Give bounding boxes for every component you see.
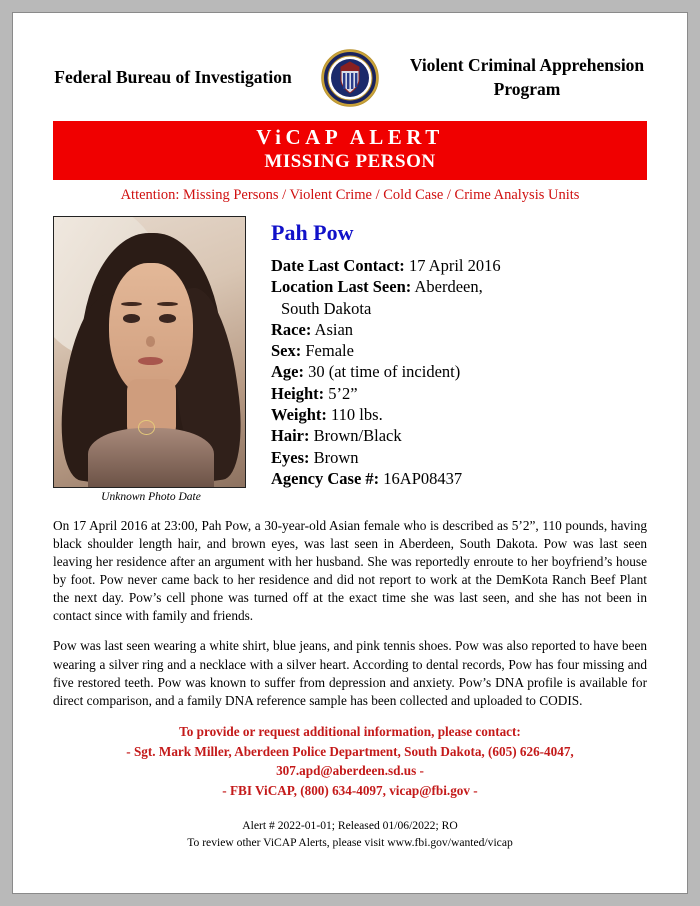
detail-label: Location Last Seen: bbox=[271, 277, 412, 297]
contact-line-3: - FBI ViCAP, (800) 634-4097, vicap@fbi.gov - bbox=[222, 783, 478, 799]
detail-row bbox=[271, 404, 647, 425]
detail-row bbox=[271, 468, 647, 489]
photo-column bbox=[53, 216, 249, 503]
detail-value: Asian bbox=[314, 319, 354, 339]
narrative-paragraph-1: On 17 April 2016 at 23:00, Pah Pow, a 30-year-old Asian female who is described as 5’2”, 110 pounds, having black shoulder length hair, and brown eyes, was last seen in Aberdeen, South Dakota. Pow was last seen leaving her residence after an argument with her husband. She was reportedly enroute to her boyfriend’s house by foot. Pow never came back to her residence and did not report to work at the DemKota Ranch Beef Plant the next day. Pow’s cell phone was turned off at the exact time she was last seen, and she has not been in contact since with family and friends. bbox=[53, 518, 647, 624]
subject-name: Pah Pow bbox=[271, 220, 354, 245]
attention-line: Attention: Missing Persons / Violent Crime / Cold Case / Crime Analysis Units bbox=[120, 187, 580, 203]
narrative-section bbox=[53, 517, 647, 710]
agency-title-left: Federal Bureau of Investigation bbox=[54, 67, 292, 88]
detail-label: Eyes: bbox=[271, 447, 310, 467]
detail-row bbox=[271, 340, 647, 361]
contact-line-1: - Sgt. Mark Miller, Aberdeen Police Department, South Dakota, (605) 626-4047, bbox=[126, 743, 574, 759]
page-inner bbox=[13, 13, 687, 852]
alert-banner-subtitle: MISSING PERSON bbox=[264, 151, 436, 172]
fbi-seal-icon bbox=[321, 49, 379, 107]
detail-label: Race: bbox=[271, 319, 312, 339]
detail-row bbox=[271, 383, 647, 404]
narrative-paragraph-2: Pow was last seen wearing a white shirt, blue jeans, and pink tennis shoes. Pow was also reported to have been wearing a silver ring and a necklace with a silver heart. According to dental records, Pow has four missing and five restored teeth. Pow was known to suffer from depression and anxiety. Pow’s DNA profile is available for direct comparison, and a family DNA reference sample has been collected and uploaded to CODIS. bbox=[53, 638, 647, 708]
detail-label: Agency Case #: bbox=[271, 468, 380, 488]
alert-banner-title: ViCAP ALERT bbox=[256, 125, 444, 149]
contact-line-2: 307.apd@aberdeen.sd.us - bbox=[276, 763, 424, 779]
footer-website-line: To review other ViCAP Alerts, please visit www.fbi.gov/wanted/vicap bbox=[187, 836, 513, 850]
detail-row bbox=[271, 255, 647, 276]
detail-value: 5’2” bbox=[328, 383, 358, 403]
detail-row bbox=[271, 361, 647, 382]
photo-caption: Unknown Photo Date bbox=[101, 491, 201, 503]
detail-value: 16AP08437 bbox=[383, 468, 463, 488]
detail-label: Age: bbox=[271, 362, 304, 382]
subject-section bbox=[53, 216, 647, 503]
detail-label: Sex: bbox=[271, 341, 302, 361]
detail-row bbox=[271, 319, 647, 340]
detail-value: Aberdeen, bbox=[414, 277, 483, 297]
detail-label: Height: bbox=[271, 383, 325, 403]
subject-photo bbox=[53, 216, 246, 488]
detail-row bbox=[271, 276, 647, 297]
detail-value: Brown bbox=[313, 447, 359, 467]
document-header bbox=[53, 41, 647, 117]
detail-value: 17 April 2016 bbox=[408, 256, 501, 275]
detail-value: Female bbox=[305, 341, 354, 361]
alert-banner bbox=[53, 121, 647, 180]
contact-lead: To provide or request additional information, please contact: bbox=[179, 723, 521, 739]
detail-value: 30 (at time of incident) bbox=[308, 362, 461, 382]
program-title-right: Violent Criminal Apprehension Program bbox=[409, 55, 645, 99]
alert-page bbox=[12, 12, 688, 894]
detail-label: Hair: bbox=[271, 426, 310, 446]
detail-value-continuation: South Dakota bbox=[281, 298, 372, 318]
detail-value: Brown/Black bbox=[313, 426, 402, 446]
detail-value: 110 lbs. bbox=[331, 404, 383, 424]
contact-section bbox=[53, 722, 647, 801]
detail-row bbox=[271, 425, 647, 446]
document-footer bbox=[53, 817, 647, 852]
details-column bbox=[267, 216, 647, 489]
detail-row bbox=[271, 447, 647, 468]
footer-alert-id: Alert # 2022-01-01; Released 01/06/2022; RO bbox=[242, 818, 458, 832]
detail-label: Weight: bbox=[271, 404, 327, 424]
detail-label: Date Last Contact: bbox=[271, 256, 405, 275]
